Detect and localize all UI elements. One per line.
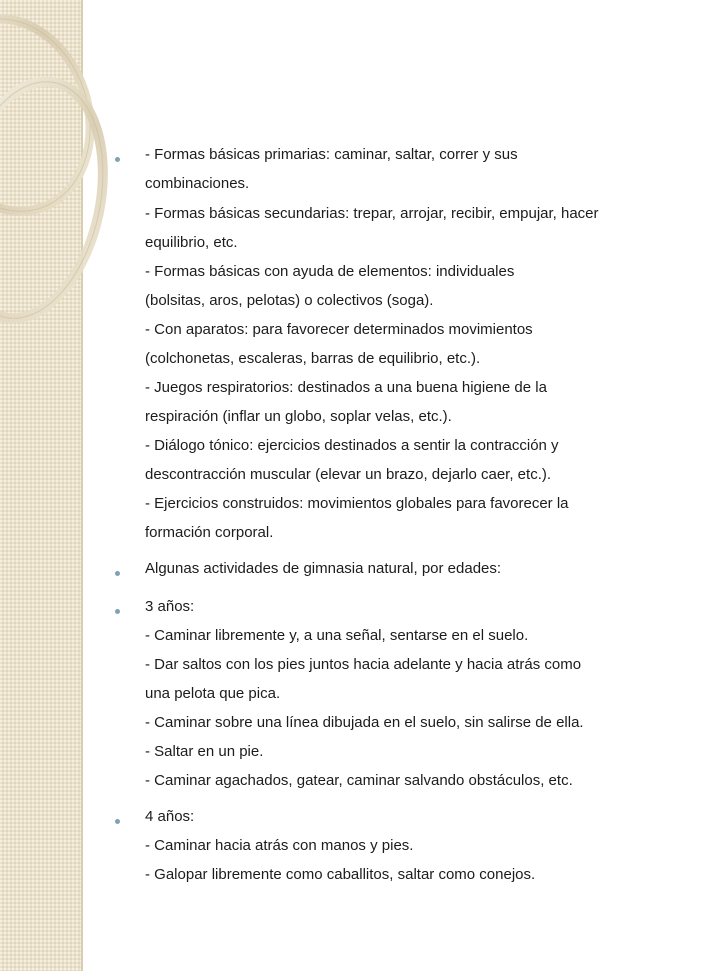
text-line: Algunas actividades de gimnasia natural, por edades: — [145, 560, 502, 577]
text-line: combinaciones. — [145, 175, 250, 192]
text-line: - Formas básicas con ayuda de elementos: individuales — [145, 263, 515, 280]
text-line: - Ejercicios construidos: movimientos globales para favorecer la — [145, 495, 569, 512]
text-line: 4 años: — [145, 808, 195, 825]
text-line: - Saltar en un pie. — [145, 743, 264, 760]
text-line: - Formas básicas secundarias: trepar, arrojar, recibir, empujar, hacer — [145, 205, 599, 222]
text-line: - Caminar sobre una línea dibujada en el suelo, sin salirse de ella. — [145, 714, 584, 731]
bullet-icon — [115, 157, 120, 162]
bullet-icon — [115, 819, 120, 824]
text-line: - Con aparatos: para favorecer determinados movimientos — [145, 321, 533, 338]
text-line: - Dar saltos con los pies juntos hacia adelante y hacia atrás como — [145, 656, 582, 673]
bullet-icon — [115, 609, 120, 614]
text-line: formación corporal. — [145, 524, 274, 541]
text-line: (bolsitas, aros, pelotas) o colectivos (soga). — [145, 292, 434, 309]
text-line: - Diálogo tónico: ejercicios destinados a sentir la contracción y — [145, 437, 559, 454]
bullet-icon — [115, 571, 120, 576]
text-line: - Caminar libremente y, a una señal, sentarse en el suelo. — [145, 627, 529, 644]
text-line: descontracción muscular (elevar un brazo, dejarlo caer, etc.). — [145, 466, 552, 483]
text-line: - Caminar hacia atrás con manos y pies. — [145, 837, 414, 854]
text-line: 3 años: — [145, 598, 195, 615]
text-line: - Juegos respiratorios: destinados a una buena higiene de la — [145, 379, 547, 396]
text-line: una pelota que pica. — [145, 685, 281, 702]
text-line: - Caminar agachados, gatear, caminar salvando obstáculos, etc. — [145, 772, 573, 789]
text-line: equilibrio, etc. — [145, 234, 238, 251]
text-line: (colchonetas, escaleras, barras de equilibrio, etc.). — [145, 350, 481, 367]
text-line: - Formas básicas primarias: caminar, saltar, correr y sus — [145, 146, 518, 163]
text-line: - Galopar libremente como caballitos, saltar como conejos. — [145, 866, 536, 883]
text-line: respiración (inflar un globo, soplar velas, etc.). — [145, 408, 452, 425]
